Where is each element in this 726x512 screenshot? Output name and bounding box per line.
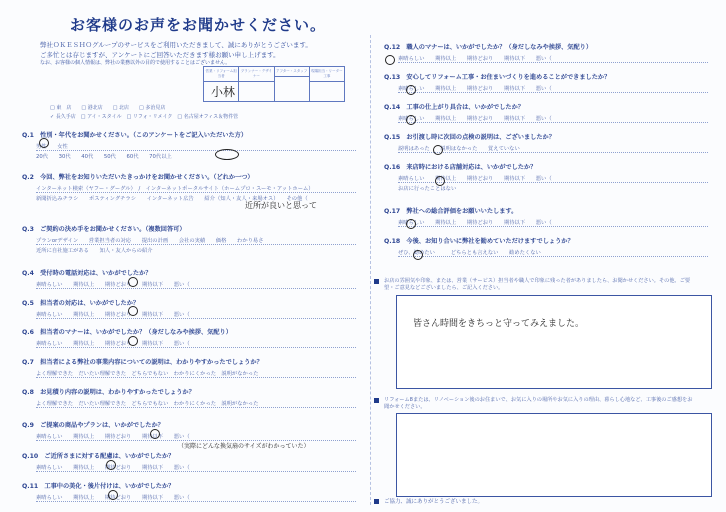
question-label: Q.3 ご契約の決め手をお聞かせください。（複数回答可）: [22, 226, 186, 233]
q10-handwritten-note: （実際にどんな換気扇のサイズがわかっていた）: [178, 443, 310, 450]
options-underline: [36, 192, 356, 193]
question-label: Q.4 受付時の電話対応は、いかがでしたか？: [22, 270, 152, 277]
question-options[interactable]: 素晴らしい 期待以上 期待どおり 期待以下 悪い（: [398, 56, 552, 62]
options-underline: [36, 288, 356, 289]
options-underline: [36, 407, 356, 408]
comment1-bullet: [374, 279, 379, 284]
options-underline: [398, 152, 708, 153]
question-label: Q.11 工事中の美化・後片付けは、いかがでしたか？: [22, 483, 175, 490]
options-underline: [398, 226, 708, 227]
question-options[interactable]: プランorデザイン 営業担当者の対応 提出の計画 会社の実績 価格 わかり易さ: [36, 238, 264, 244]
question-options[interactable]: 素晴らしい 期待以上 期待どおり 期待以下 悪い（: [36, 312, 190, 318]
options-underline: [36, 377, 356, 378]
q1-gender-circle: [39, 138, 49, 148]
q4-circle: [128, 277, 138, 287]
staff-cell-after: アフター・スタッフ: [274, 67, 309, 101]
question-options[interactable]: 素晴らしい 期待以上 期待どおり 期待以下 悪い（: [398, 220, 552, 226]
q5-circle: [128, 306, 138, 316]
question-label: Q.7 担当者による弊社の事業内容についての説明は、わかりやすかったでしょうか？: [22, 359, 263, 366]
q12-circle: [385, 55, 395, 65]
question-label: Q.1 性別・年代をお聞かせください。（このアンケートをご記入いただいた方）: [22, 132, 248, 139]
question-options-2[interactable]: 近所に自社施工がある 知人・友人からの紹介: [36, 248, 153, 254]
intro-line-2: ご多忙とは存じますが、アンケートにご回答いただきます様お願い申し上げます。: [40, 51, 280, 59]
branch-row-1: □ 東 店 □ 港北店 □ 北店 □ 多治見店: [50, 105, 166, 111]
question-options[interactable]: よく理解できた だいたい理解できた どちらでもない わかりにくかった 説明がなかった: [36, 401, 259, 407]
question-options[interactable]: 男性 女性: [36, 144, 68, 150]
branch-row-2: ✓ 長久手店 □ アイ・スタイル □ リフォ・リメイク □ 名古屋オフィス＆物件管: [50, 114, 239, 120]
options-underline: [36, 244, 356, 245]
q17-circle: [406, 219, 416, 229]
question-options[interactable]: 素晴らしい 期待以上 期待どおり 期待以下 悪い（: [398, 116, 552, 122]
options-underline: [398, 92, 708, 93]
comment1-label: お店の雰囲気や印象、または、営業（サービス）担当者や職人で印象に残った者がありましたら、お聞かせください。その他、ご要望・ご意見などございましたら、ご記入ください。: [384, 278, 691, 291]
footer-bullet: [374, 499, 379, 504]
options-underline: [36, 471, 356, 472]
intro-line-3: なお、お客様の個人情報は、弊社の業務以外の目的で使用することはございません。: [40, 60, 231, 66]
q16-circle: [435, 176, 445, 186]
question-label: Q.5 担当者の対応は、いかがでしたか？: [22, 300, 140, 307]
page-title: お客様のお声をお聞かせください。: [70, 16, 327, 34]
question-options[interactable]: 素晴らしい 期待以上 期待どおり 期待以下 悪い（: [398, 86, 552, 92]
column-divider: [370, 35, 371, 505]
question-label: Q.12 職人のマナーは、いかがでしたか？（身だしなみや挨拶、気配り）: [384, 44, 593, 51]
staff-signature: 小林: [211, 85, 236, 99]
q14-circle: [406, 115, 416, 125]
question-options[interactable]: 素晴らしい 期待以上 期待どおり 期待以下 悪い（: [36, 341, 190, 347]
question-options[interactable]: よく理解できた だいたい理解できた どちらでもない わかりにくかった 説明がなかった: [36, 371, 259, 377]
comment1-box[interactable]: [396, 295, 712, 389]
question-options-2[interactable]: 新聞折込みチラシ ポスティングチラシ インターネット広告 紹介（知人・友人・来場オス） その他（: [36, 196, 308, 202]
question-options[interactable]: 素晴らしい 期待以上 期待どおり 期待以下 悪い（: [398, 176, 552, 182]
question-options[interactable]: 素晴らしい 期待以上 期待どおり 期待以下 悪い（: [36, 495, 190, 501]
q1-circle: [215, 149, 239, 160]
q2-handwritten-other: 近所が良いと思って: [245, 201, 317, 210]
question-label: Q.15 お引渡し時に次回の点検の説明は、ございましたか？: [384, 134, 555, 141]
q18-circle: [413, 250, 423, 260]
question-label: Q.2 今回、弊社をお知りいただいたきっかけをお聞かせください。（どれか一つ）: [22, 174, 254, 181]
options-underline: [36, 150, 356, 151]
q15-circle: [433, 145, 443, 155]
q13-circle: [406, 85, 416, 95]
question-options-2[interactable]: お店に行ったことはない: [398, 186, 457, 192]
question-options[interactable]: ぜひ、勧めたい どちらとも言えない 勧めたくない: [398, 250, 541, 256]
q6-circle: [128, 336, 138, 346]
staff-cell-sales: 営業・リフォーム担当者: [204, 67, 238, 101]
staff-cell-planner: プランナー・デザイナー: [238, 67, 273, 101]
options-underline: [36, 318, 356, 319]
question-label: Q.16 来店時における店舗対応は、いかがでしたか？: [384, 164, 537, 171]
question-label: Q.18 今後、お知り合いに弊社を勧めていただけますでしょうか？: [384, 238, 574, 245]
question-label: Q.13 安心してリフォーム工事・お住まいづくりを進めることができましたか？: [384, 74, 611, 81]
q11-circle: [108, 490, 118, 500]
options-underline: [36, 347, 356, 348]
options-underline: [398, 62, 708, 63]
question-label: Q.14 工事の仕上がり具合は、いかがでしたか？: [384, 104, 524, 111]
q9-circle: [150, 429, 160, 439]
staff-cell-site: 現場担当・リーダー工事: [309, 67, 344, 101]
question-options[interactable]: 素晴らしい 期待以上 期待どおり 期待以下 悪い（: [36, 434, 190, 440]
options-underline: [36, 501, 356, 502]
footer-thanks: ご協力、誠にありがとうございました。: [384, 499, 484, 505]
question-options[interactable]: 説明はあった 説明はなかった 覚えていない: [398, 146, 520, 152]
comment2-bullet: [374, 398, 379, 403]
question-options[interactable]: インターネット検索（ヤフー・グーグル） / インターネットポータルサイト（ホームプロ・スーモ・アットホーム）: [36, 186, 314, 192]
question-label: Q.10 ご近所さまに対する配慮は、いかがでしたか？: [22, 453, 175, 460]
q10-circle: [106, 460, 116, 470]
question-label: Q.9 ご提案の商品やプランは、いかがでしたか？: [22, 422, 164, 429]
question-label: Q.6 担当者のマナーは、いかがでしたか？（身だしなみや挨拶、気配り）: [22, 329, 232, 336]
comment2-box[interactable]: [396, 413, 712, 497]
question-options[interactable]: 素晴らしい 期待以上 期待どおり 期待以下 悪い（: [36, 465, 190, 471]
options-underline: [398, 256, 708, 257]
intro-line-1: 弊社ＯＫＥＳＨＯグループのサービスをご利用いただきまして、誠にありがとうございます。: [40, 41, 312, 49]
comment1-answer: 皆さん時間をきちっと守ってみえました。: [413, 319, 585, 329]
question-label: Q.17 弊社への総合評価をお願いいたします。: [384, 208, 518, 215]
question-label: Q.8 お見積り内容の説明は、わかりやすかったでしょうか？: [22, 389, 195, 396]
question-options[interactable]: 素晴らしい 期待以上 期待どおり 期待以下 悪い（: [36, 282, 190, 288]
options-underline: [398, 122, 708, 123]
comment2-label: リフォーム8または、リノベーション後のお住まいで、お気に入りの場所やお気に入りの理由、暮らし心地など、工事後のご感想をお聞かせください。: [384, 397, 693, 410]
question-options-2[interactable]: 20代 30代 40代 50代 60代 70代以上: [36, 154, 172, 160]
